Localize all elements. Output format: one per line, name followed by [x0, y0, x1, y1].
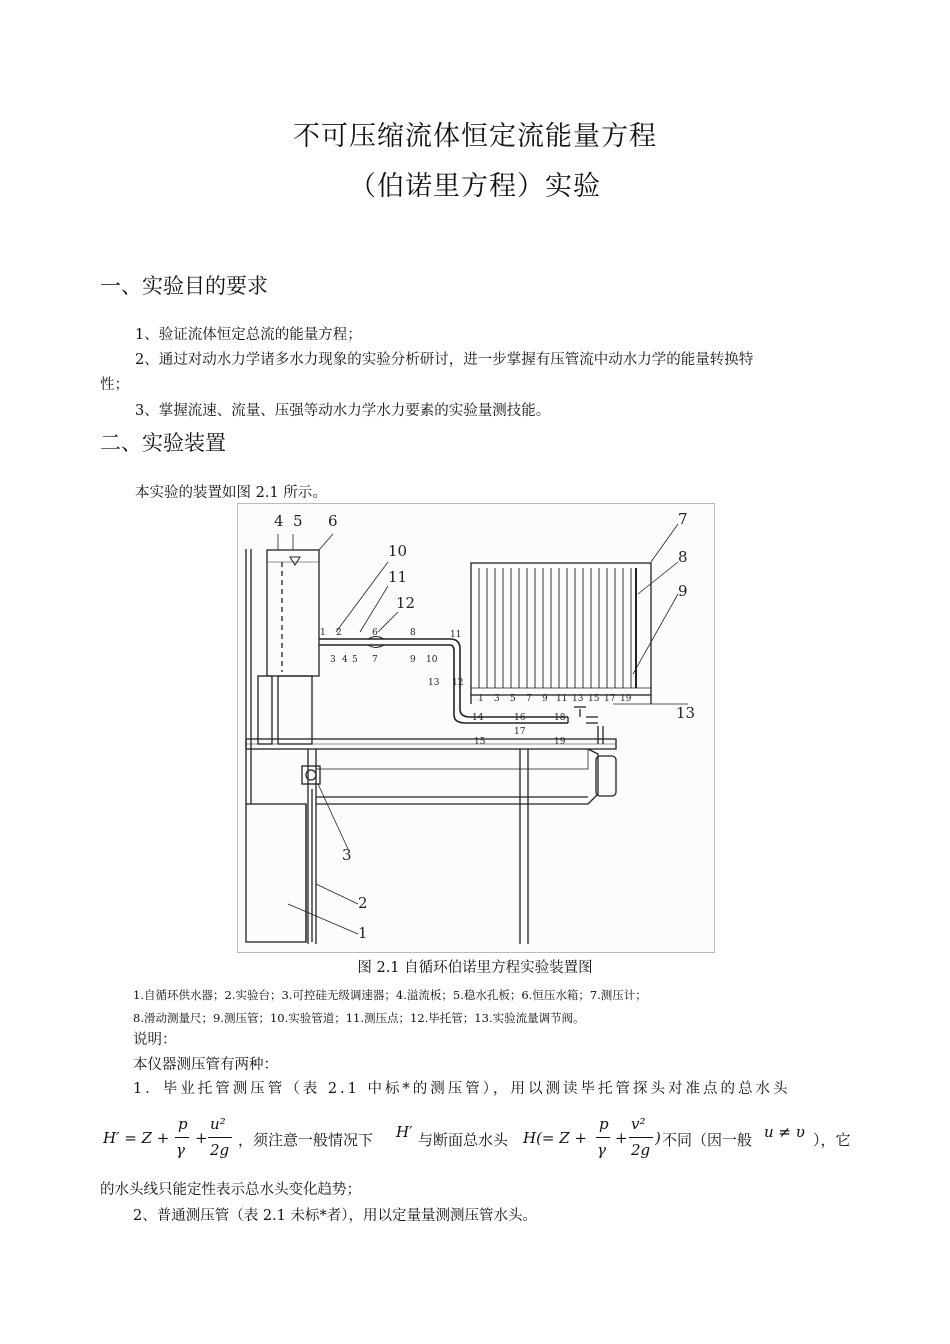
svg-text:9: 9	[542, 694, 548, 704]
label-8: 8	[678, 548, 688, 566]
label-9: 9	[678, 582, 688, 600]
label-2: 2	[358, 894, 368, 912]
equation-section-head: H(= Z +	[523, 1129, 588, 1147]
svg-text:16: 16	[514, 713, 526, 723]
notes-intro: 本仪器测压管有两种：	[133, 1057, 278, 1073]
notes-item-1-cont: 的水头线只能定性表示总水头变化趋势；	[100, 1182, 361, 1198]
section-heading-objectives: 一、实验目的要求	[100, 274, 268, 298]
equation-note-1: ，须注意一般情况下	[238, 1131, 374, 1149]
objective-item-3: 3、掌握流速、流量、压强等动水力学水力要素的实验量测技能。	[135, 403, 551, 419]
notes-item-1: 1．毕业托管测压管（表 2.1 中标*的测压管），用以测读毕托管探头对准点的总水头	[133, 1081, 791, 1097]
label-11: 11	[388, 568, 408, 586]
svg-text:15: 15	[588, 694, 600, 704]
label-12: 12	[396, 594, 416, 612]
svg-text:6: 6	[372, 628, 378, 638]
svg-text:3: 3	[330, 655, 336, 665]
svg-text:7: 7	[372, 655, 378, 665]
objective-item-2-cont: 性；	[100, 377, 129, 393]
svg-text:7: 7	[526, 694, 532, 704]
svg-text:2: 2	[336, 628, 342, 638]
notes-label: 说明：	[133, 1032, 177, 1048]
svg-text:14: 14	[472, 713, 484, 723]
label-1: 1	[358, 924, 368, 942]
svg-text:17: 17	[604, 694, 616, 704]
legend-line-1: 1.自循环供水器；2.实验台；3.可控硅无级调速器；4.溢流板；5.稳水孔板；6.恒压水箱；7.测压计；	[133, 988, 647, 1002]
apparatus-intro: 本实验的装置如图 2.1 所示。	[135, 485, 327, 501]
svg-text:1: 1	[320, 628, 326, 638]
apparatus-drawing	[238, 504, 714, 952]
notes-item-2: 2、普通测压管（表 2.1 未标*者），用以定量量测测压管水头。	[133, 1208, 538, 1224]
legend-line-2: 8.滑动测量尺；9.测压管；10.实验管道；11.测压点；12.毕托管；13.实验流量调节阀。	[133, 1011, 585, 1025]
svg-text:18: 18	[554, 713, 566, 723]
equation-note-4: ），它	[813, 1131, 851, 1149]
head-equation-line: H′ = Z + p γ + u² 2g ，须注意一般情况下 H′ 与断面总水头 H(= Z + p γ + v² 2g ) 不同（因一般 u ≠ υ ），它	[103, 1115, 851, 1159]
figure-caption: 图 2.1 自循环伯诺里方程实验装置图	[357, 960, 593, 976]
svg-text:17: 17	[514, 727, 526, 737]
label-10: 10	[388, 542, 408, 560]
svg-text:19: 19	[554, 737, 566, 747]
svg-text:12: 12	[452, 678, 464, 688]
svg-text:11: 11	[450, 630, 462, 640]
equation-note-3: 不同（因一般	[662, 1131, 753, 1149]
svg-text:1: 1	[478, 694, 484, 704]
label-4: 4	[274, 512, 284, 530]
label-6: 6	[328, 512, 338, 530]
label-13: 13	[676, 704, 696, 722]
label-5: 5	[293, 512, 303, 530]
svg-text:13: 13	[428, 678, 440, 688]
svg-text:5: 5	[510, 694, 516, 704]
equation-h-prime: H′ = Z +	[103, 1129, 170, 1147]
equation-note-2: 与断面总水头	[418, 1131, 509, 1149]
svg-text:9: 9	[410, 655, 416, 665]
svg-text:4: 4	[342, 655, 348, 665]
label-3: 3	[342, 846, 352, 864]
section-heading-apparatus: 二、实验装置	[100, 431, 226, 455]
page-title: 不可压缩流体恒定流能量方程	[293, 121, 657, 152]
objective-item-2: 2、通过对动水力学诸多水力现象的实验分析研讨，进一步掌握有压管流中动水力学的能量转换特	[135, 352, 754, 368]
objective-item-1: 1、验证流体恒定总流的能量方程；	[135, 327, 362, 343]
svg-text:15: 15	[474, 737, 486, 747]
svg-text:8: 8	[410, 628, 416, 638]
page-subtitle: （伯诺里方程）实验	[349, 171, 601, 202]
svg-text:10: 10	[426, 655, 438, 665]
svg-text:11: 11	[556, 694, 568, 704]
svg-text:19: 19	[620, 694, 632, 704]
svg-text:5: 5	[352, 655, 358, 665]
apparatus-figure	[237, 503, 715, 953]
svg-text:3: 3	[494, 694, 500, 704]
svg-text:13: 13	[572, 694, 584, 704]
label-7: 7	[678, 510, 688, 528]
